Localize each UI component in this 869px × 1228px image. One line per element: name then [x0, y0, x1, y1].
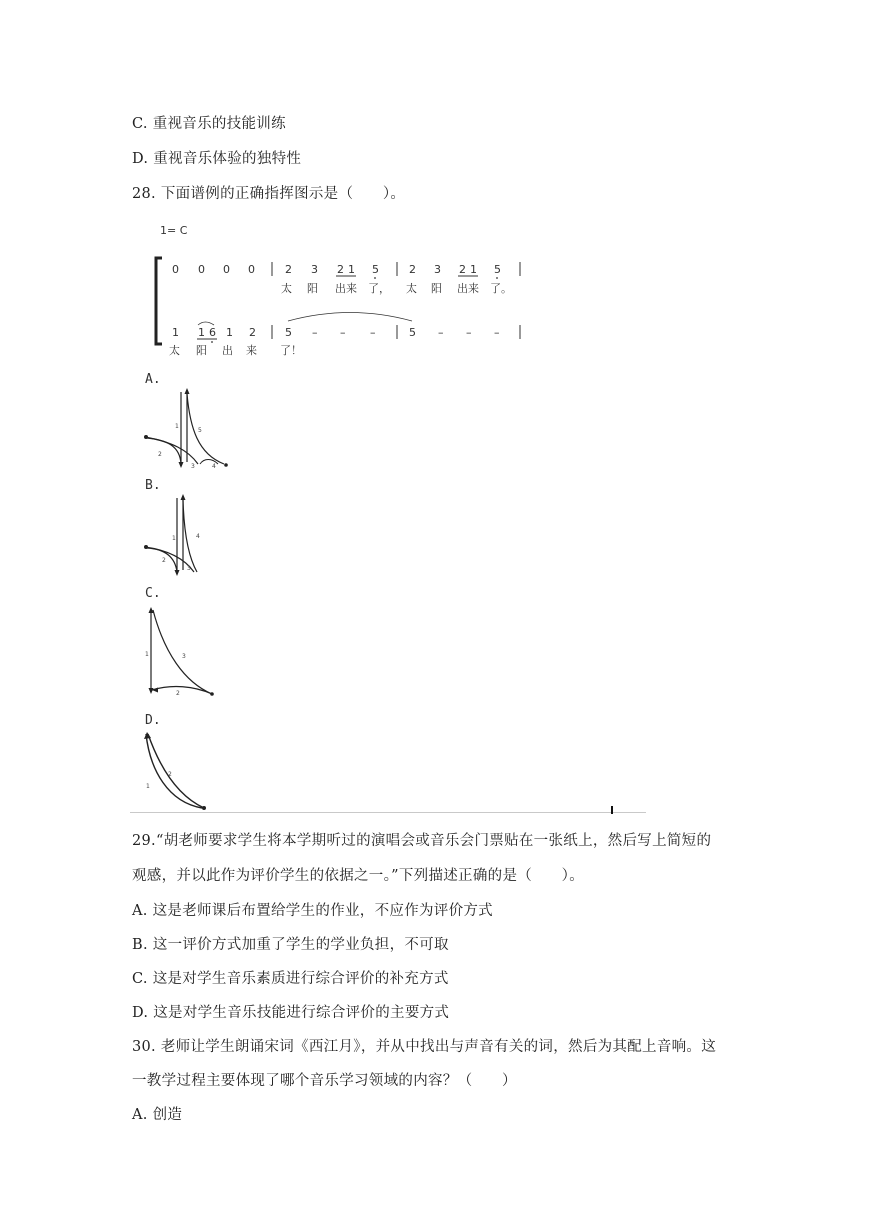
- svg-text:3: 3: [191, 463, 195, 470]
- svg-text:1: 1: [145, 651, 149, 658]
- svg-text:–: –: [466, 326, 472, 339]
- q29-option-c: C. 这是对学生音乐素质进行综合评价的补充方式: [132, 971, 449, 987]
- score-row2-notes: [172, 313, 520, 343]
- svg-text:0: 0: [172, 263, 179, 276]
- svg-text:4: 4: [196, 533, 200, 540]
- svg-text:太: 太: [169, 344, 180, 357]
- score-key: 1= C: [160, 224, 188, 237]
- q30-option-a: A. 创造: [132, 1107, 183, 1123]
- svg-text:2: 2: [285, 263, 292, 276]
- q28-option-c-diagram: [142, 604, 218, 700]
- svg-text:1: 1: [172, 535, 176, 542]
- svg-text:6: 6: [209, 326, 216, 339]
- svg-text:了！: 了！: [280, 344, 302, 357]
- svg-text:太: 太: [406, 282, 417, 295]
- svg-text:3: 3: [182, 653, 186, 660]
- svg-text:1: 1: [470, 263, 477, 276]
- svg-text:2: 2: [158, 451, 162, 458]
- svg-text:阳: 阳: [431, 282, 442, 295]
- q29-stem-line1: 29.“胡老师要求学生将本学期听过的演唱会或音乐会门票贴在一张纸上，然后写上简短的: [132, 833, 712, 849]
- svg-text:0: 0: [198, 263, 205, 276]
- svg-text:3: 3: [311, 263, 318, 276]
- cursor-mark: [611, 806, 613, 814]
- svg-text:出: 出: [222, 344, 233, 357]
- svg-text:1: 1: [146, 783, 150, 790]
- q28-music-score: [150, 218, 540, 368]
- svg-text:–: –: [312, 326, 318, 339]
- svg-text:2: 2: [249, 326, 256, 339]
- svg-text:2: 2: [176, 690, 180, 697]
- svg-text:阳: 阳: [196, 344, 207, 357]
- q29-option-d: D. 这是对学生音乐技能进行综合评价的主要方式: [132, 1005, 450, 1021]
- svg-text:3: 3: [187, 565, 191, 572]
- q28-stem: 28. 下面谱例的正确指挥图示是（ ）。: [132, 186, 406, 202]
- q28-option-b-label: B.: [145, 478, 161, 493]
- svg-text:来: 来: [246, 344, 257, 357]
- q28-option-a-label: A.: [145, 372, 161, 387]
- score-row1-notes: [172, 262, 520, 279]
- svg-text:2: 2: [168, 771, 172, 778]
- svg-text:5: 5: [198, 427, 202, 434]
- svg-text:5: 5: [285, 326, 292, 339]
- svg-text:出来: 出来: [335, 282, 357, 295]
- svg-text:5: 5: [372, 263, 379, 276]
- q27-option-d: D. 重视音乐体验的独特性: [132, 151, 302, 167]
- svg-text:3: 3: [434, 263, 441, 276]
- q29-stem-line2: 观感，并以此作为评价学生的依据之一。”下列描述正确的是（ ）。: [132, 868, 585, 884]
- svg-text:了。: 了。: [490, 282, 512, 295]
- svg-text:5: 5: [494, 263, 501, 276]
- score-row1-lyrics: [281, 281, 512, 295]
- svg-text:0: 0: [223, 263, 230, 276]
- svg-text:太: 太: [281, 282, 292, 295]
- svg-text:–: –: [340, 326, 346, 339]
- section-divider: [130, 812, 646, 813]
- svg-text:–: –: [494, 326, 500, 339]
- svg-text:2: 2: [162, 557, 166, 564]
- svg-text:2: 2: [337, 263, 344, 276]
- q28-option-d-label: D.: [145, 713, 161, 728]
- svg-text:1: 1: [226, 326, 233, 339]
- score-bracket: [156, 258, 162, 344]
- q28-option-c-label: C.: [145, 586, 161, 601]
- q30-stem-line1: 30. 老师让学生朗诵宋词《西江月》，并从中找出与声音有关的词，然后为其配上音响。这: [132, 1039, 717, 1055]
- svg-text:出来: 出来: [457, 282, 479, 295]
- svg-text:1: 1: [348, 263, 355, 276]
- svg-text:阳: 阳: [307, 282, 318, 295]
- svg-text:1: 1: [175, 423, 179, 430]
- svg-text:了，: 了，: [368, 282, 390, 295]
- q28-option-d-diagram: [142, 730, 214, 812]
- svg-text:0: 0: [248, 263, 255, 276]
- q27-option-c: C. 重视音乐的技能训练: [132, 116, 286, 132]
- score-row2-lyrics: [169, 343, 302, 357]
- svg-text:1: 1: [198, 326, 205, 339]
- svg-text:–: –: [438, 326, 444, 339]
- q29-option-a: A. 这是老师课后布置给学生的作业，不应作为评价方式: [132, 903, 493, 919]
- svg-text:2: 2: [459, 263, 466, 276]
- svg-text:4: 4: [212, 463, 216, 470]
- q28-option-a-diagram: [142, 388, 234, 472]
- svg-text:5: 5: [409, 326, 416, 339]
- svg-text:2: 2: [409, 263, 416, 276]
- svg-text:–: –: [370, 326, 376, 339]
- svg-text:1: 1: [172, 326, 179, 339]
- q30-stem-line2: 一教学过程主要体现了哪个音乐学习领域的内容？（ ）: [132, 1073, 517, 1089]
- q29-option-b: B. 这一评价方式加重了学生的学业负担，不可取: [132, 937, 449, 953]
- q28-option-b-diagram: [142, 494, 202, 580]
